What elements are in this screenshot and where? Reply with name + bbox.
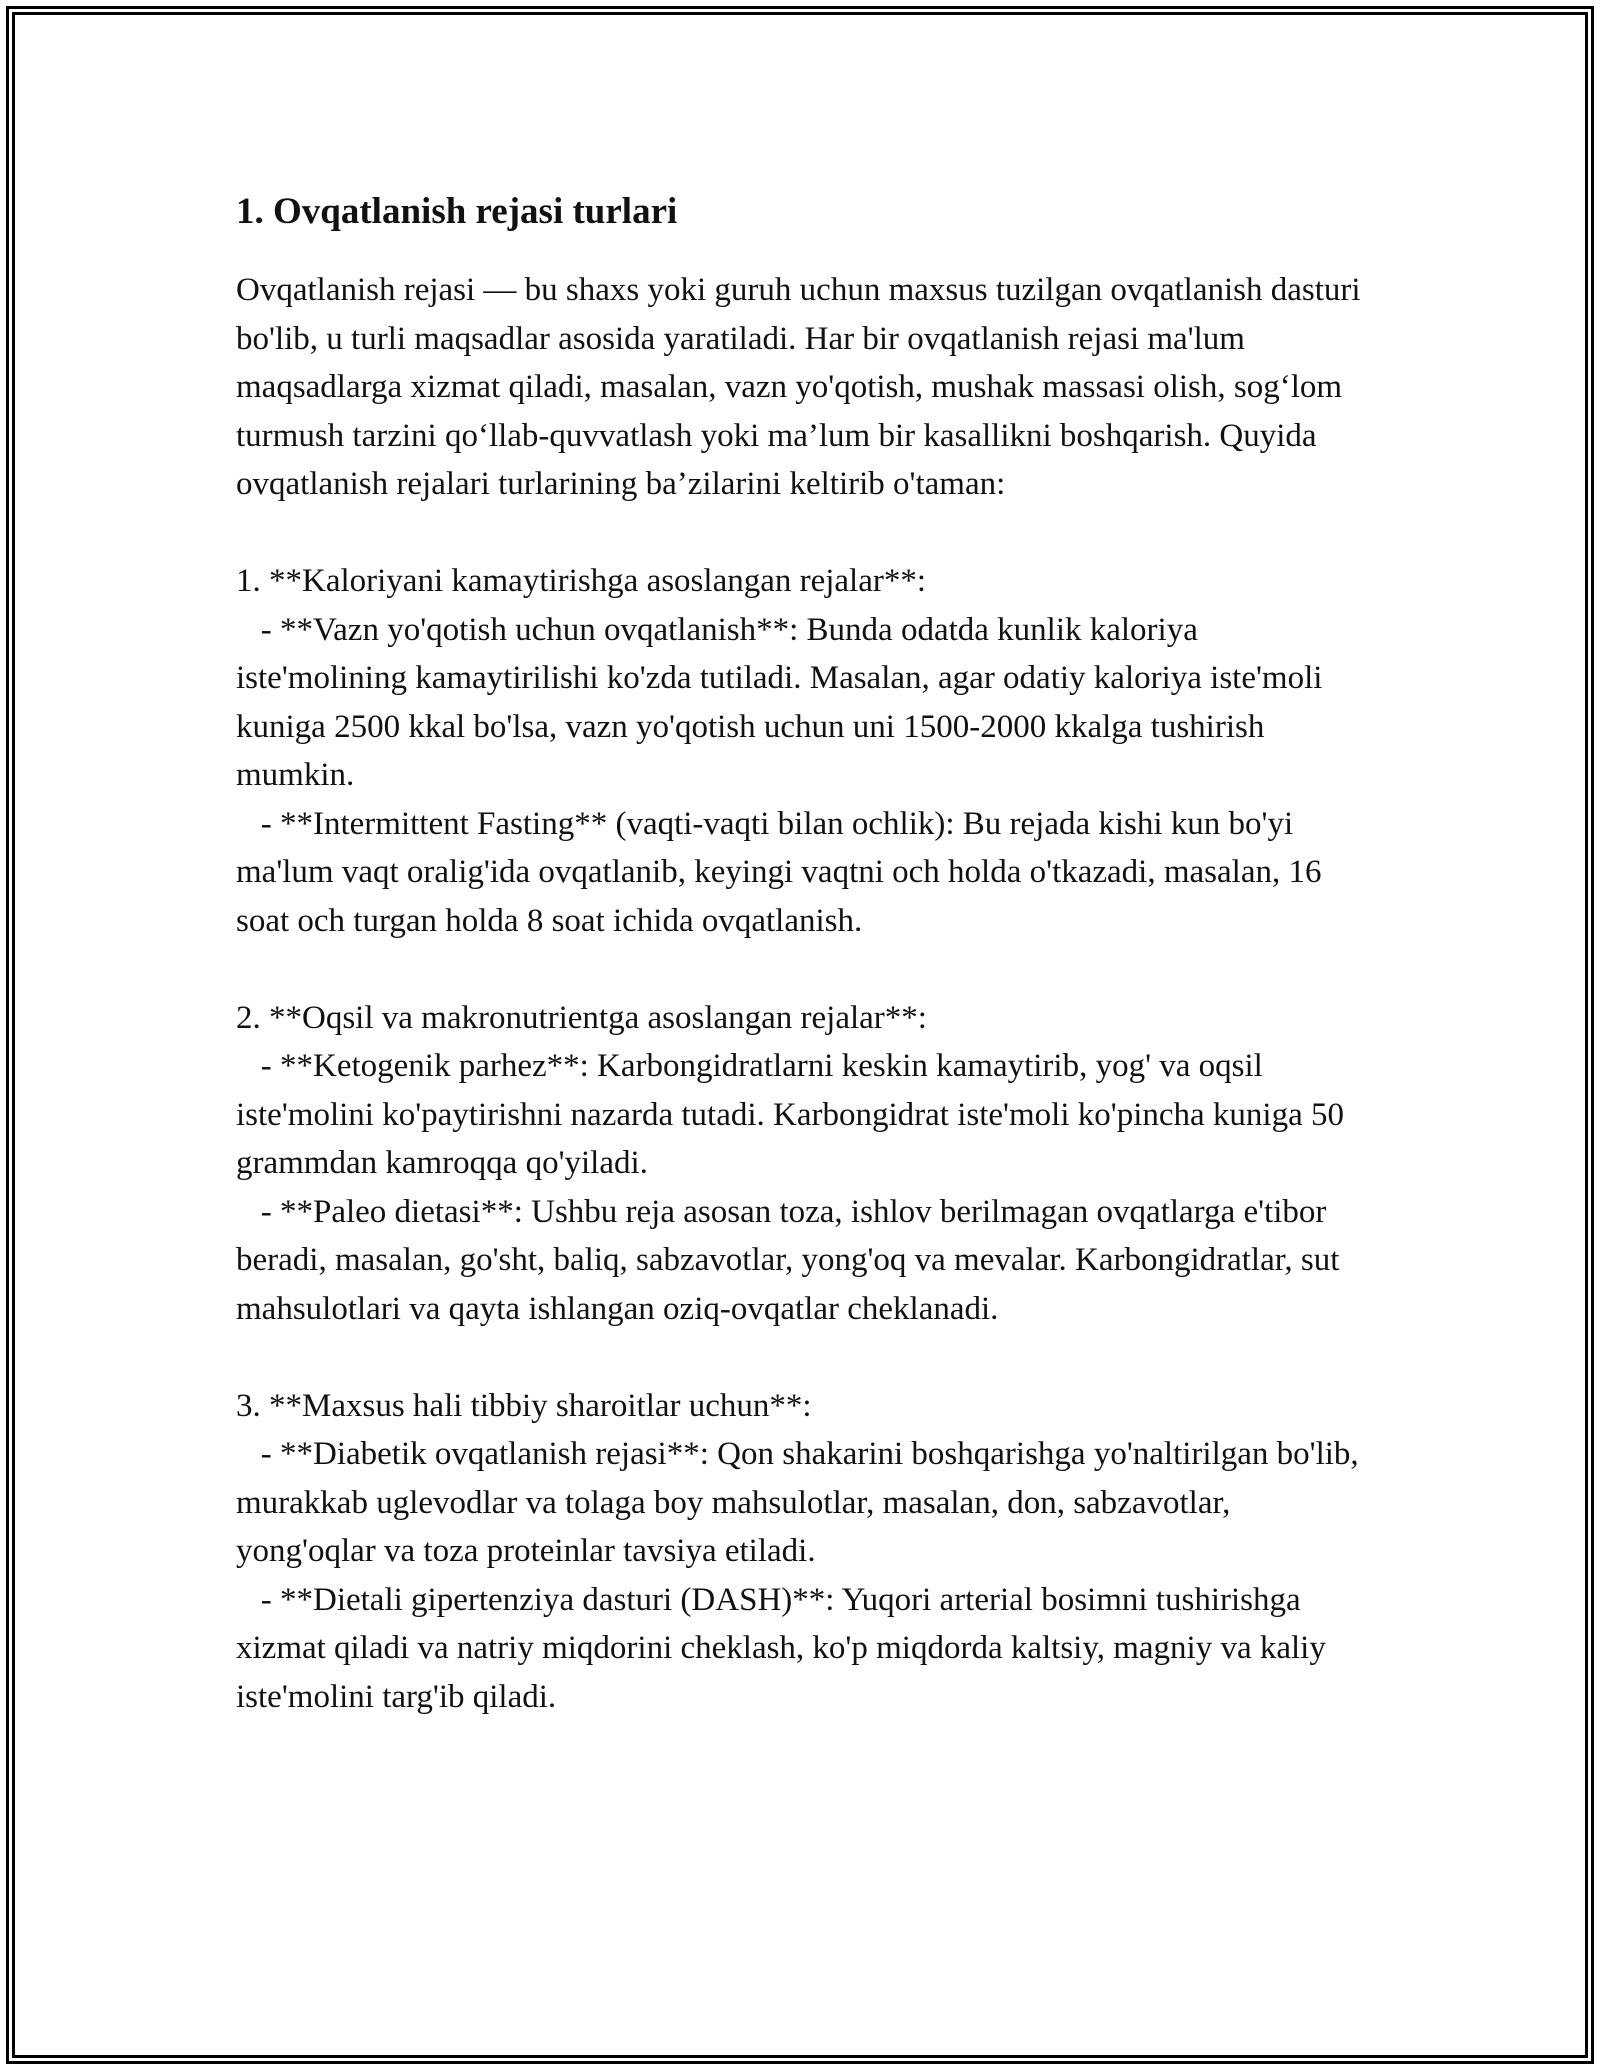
intro-paragraph: Ovqatlanish rejasi — bu shaxs yoki guruh uchun maxsus tuzilgan ovqatlanish dasturi bo'lib, u turli maqsadlar asosida yaratiladi. Har bir ovqatlanish rejasi ma'lum maqsadlarga xizmat qiladi, masalan, vazn yo'qotish, mushak massasi olish, sog‘lom turmush tarzini qo‘llab-quvvatlash yoki ma’lum bir kasallikni boshqarish. Quyida ovqatlanish rejalari turlarining ba’zilarini keltirib o'taman:	[236, 272, 1361, 502]
item-indent	[236, 1048, 261, 1084]
section-medical-plans	[236, 1382, 1376, 1722]
list-item	[236, 1042, 1376, 1188]
item-text: - **Intermittent Fasting** (vaqti-vaqti bilan ochlik): Bu rejada kishi kun bo'yi ma'lum vaqt oralig'ida ovqatlanib, keyingi vaqtni och holda o'tkazadi, masalan, 16 soat och turgan holda 8 soat ichida ovqatlanish.	[236, 805, 1322, 939]
item-text: - **Diabetik ovqatlanish rejasi**: Qon shakarini boshqarishga yo'naltirilgan bo'lib, murakkab uglevodlar va tolaga boy mahsulotlar, masalan, don, sabzavotlar, yong'oqlar va toza proteinlar tavsiya etiladi.	[236, 1436, 1359, 1569]
item-indent	[236, 806, 261, 842]
list-item	[236, 1430, 1376, 1576]
section-heading: 2. **Oqsil va makronutrientga asoslangan rejalar**:	[236, 999, 927, 1036]
item-indent	[236, 1194, 261, 1230]
item-text: - **Vazn yo'qotish uchun ovqatlanish**: Bunda odatda kunlik kaloriya iste'molining kamaytirilishi ko'zda tutiladi. Masalan, agar odatiy kaloriya iste'moli kuniga 2500 kkal bo'lsa, vazn yo'qotish uchun uni 1500-2000 kkalga tushirish mumkin.	[236, 611, 1323, 793]
item-indent	[236, 1436, 261, 1472]
item-indent	[236, 612, 261, 648]
section-calorie-plans	[236, 557, 1376, 945]
document-title: 1. Ovqatlanish rejasi turlari	[236, 191, 678, 232]
section-heading: 3. **Maxsus hali tibbiy sharoitlar uchun**:	[236, 1387, 812, 1424]
list-item	[236, 800, 1376, 946]
item-indent	[236, 1582, 261, 1618]
section-heading: 1. **Kaloriyani kamaytirishga asoslangan rejalar**:	[236, 563, 927, 599]
item-text: - **Dietali gipertenziya dasturi (DASH)**: Yuqori arterial bosimni tushirishga xizmat qiladi va natriy miqdorini cheklash, ko'p miqdorda kaltsiy, magniy va kaliy iste'molini targ'ib qiladi.	[236, 1581, 1326, 1715]
item-text: - **Paleo dietasi**: Ushbu reja asosan toza, ishlov berilmagan ovqatlarga e'tibor beradi, masalan, go'sht, baliq, sabzavotlar, yong'oq va mevalar. Karbongidratlar, sut mahsulotlari va qayta ishlangan oziq-ovqatlar cheklanadi.	[236, 1193, 1340, 1327]
item-text: - **Ketogenik parhez**: Karbongidratlarni keskin kamaytirib, yog' va oqsil iste'molini ko'paytirishni nazarda tutadi. Karbongidrat iste'moli ko'pincha kuniga 50 grammdan kamroqqa qo'yiladi.	[236, 1048, 1344, 1181]
list-item	[236, 606, 1376, 800]
list-item	[236, 1576, 1376, 1722]
list-item	[236, 1188, 1376, 1334]
section-protein-plans	[236, 994, 1376, 1334]
document-body	[236, 188, 1376, 1721]
